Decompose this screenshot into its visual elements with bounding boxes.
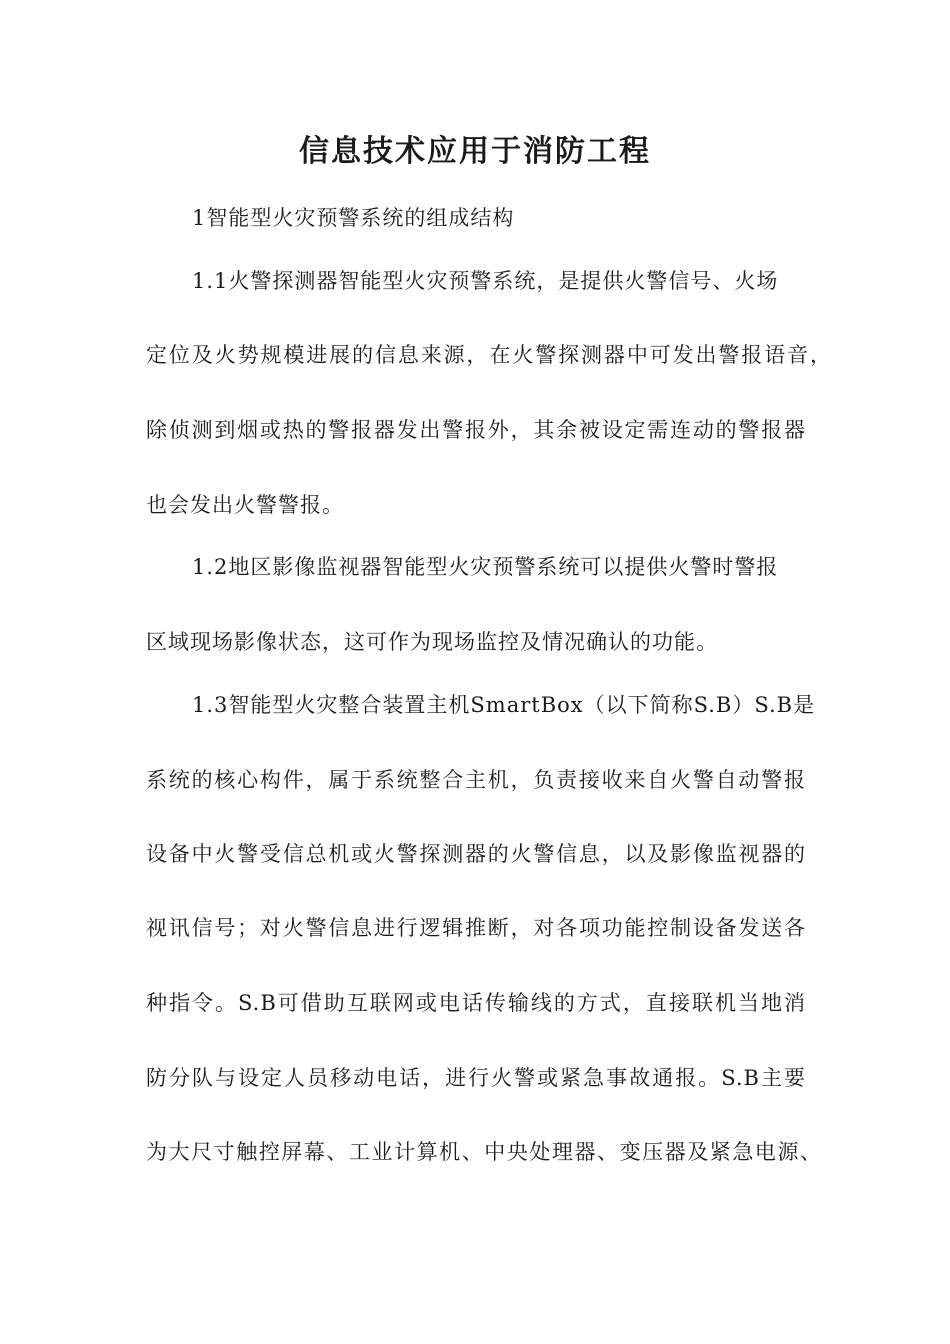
paragraph-line: 种指令。S.B可借助互联网或电话传输线的方式，直接联机当地消 bbox=[146, 991, 806, 1015]
paragraph-line: 视讯信号；对火警信息进行逻辑推断，对各项功能控制设备发送各 bbox=[146, 916, 806, 940]
paragraph-line: 1.2地区影像监视器智能型火灾预警系统可以提供火警时警报 bbox=[192, 555, 779, 579]
paragraph-line: 1.1火警探测器智能型火灾预警系统，是提供火警信号、火场 bbox=[192, 269, 779, 293]
paragraph-line: 1.3智能型火灾整合装置主机SmartBox（以下简称S.B）S.B是 bbox=[192, 693, 816, 717]
paragraph-line: 定位及火势规模进展的信息来源，在火警探测器中可发出警报语音， bbox=[146, 343, 832, 367]
paragraph-line: 除侦测到烟或热的警报器发出警报外，其余被设定需连动的警报器 bbox=[146, 418, 806, 442]
section-heading: 1智能型火灾预警系统的组成结构 bbox=[192, 206, 515, 230]
paragraph-line: 防分队与设定人员移动电话，进行火警或紧急事故通报。S.B主要 bbox=[146, 1066, 806, 1090]
paragraph-line: 设备中火警受信总机或火警探测器的火警信息，以及影像监视器的 bbox=[146, 842, 806, 866]
paragraph-line: 区域现场影像状态，这可作为现场监控及情况确认的功能。 bbox=[146, 630, 718, 654]
paragraph-line: 为大尺寸触控屏幕、工业计算机、中央处理器、变压器及紧急电源、 bbox=[146, 1140, 822, 1164]
document-title: 信息技术应用于消防工程 bbox=[299, 134, 651, 169]
paragraph-line: 也会发出火警警报。 bbox=[146, 493, 344, 517]
paragraph-line: 系统的核心构件，属于系统整合主机，负责接收来自火警自动警报 bbox=[146, 768, 806, 792]
